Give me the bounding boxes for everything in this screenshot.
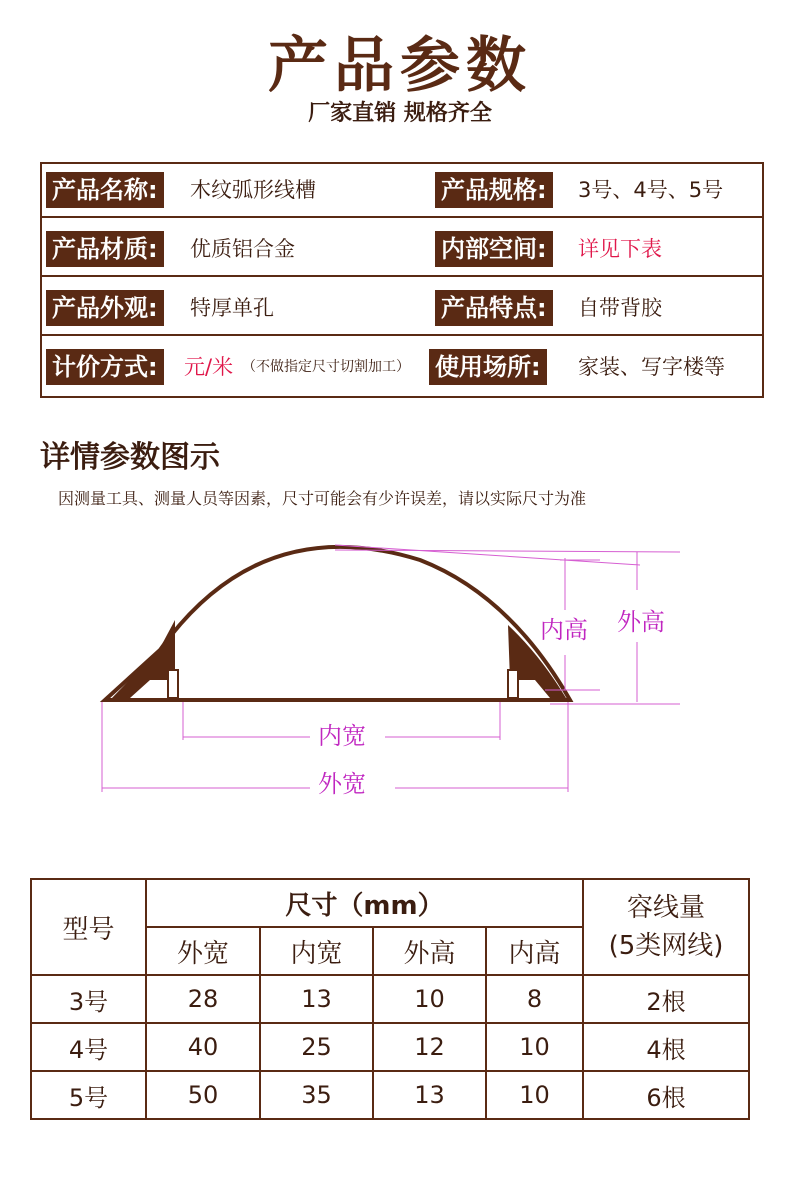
column-header: 外宽 [146, 927, 260, 975]
capacity-header [583, 879, 749, 975]
table-cell: 10 [373, 975, 486, 1023]
param-value: 家装、写字楼等 [578, 355, 725, 379]
param-value: 特厚单孔 [190, 296, 274, 320]
params-row [42, 164, 762, 218]
page-subtitle: 厂家直销 规格齐全 [308, 101, 492, 126]
params-row [42, 223, 762, 277]
left-inner-wall [168, 670, 178, 698]
table-header-row [31, 879, 749, 927]
column-header: 外高 [373, 927, 486, 975]
table-cell: 10 [486, 1023, 583, 1071]
param-label: 计价方式: [46, 349, 164, 385]
params-row [42, 282, 762, 336]
table-row [31, 1071, 749, 1119]
param-label: 内部空间: [435, 231, 553, 267]
model-cell: 5号 [31, 1071, 146, 1119]
profile-diagram [0, 530, 800, 810]
capacity-header-line1: 容线量 [626, 893, 705, 923]
param-label: 产品外观: [46, 290, 164, 326]
inner-width-label: 内宽 [318, 722, 366, 750]
model-cell: 4号 [31, 1023, 146, 1071]
inner-height-label: 内高 [540, 616, 588, 644]
table-row [31, 975, 749, 1023]
param-label: 产品特点: [435, 290, 553, 326]
param-note: （不做指定尺寸切割加工） [242, 359, 410, 375]
size-header: 尺寸（mm） [146, 879, 583, 927]
page-title: 产品参数 [268, 31, 532, 101]
params-row [42, 341, 762, 393]
param-value: 3号、4号、5号 [578, 178, 724, 202]
outer-height-label: 外高 [617, 608, 665, 636]
capacity-cell: 4根 [583, 1023, 749, 1071]
param-value: 详见下表 [578, 237, 662, 261]
table-cell: 13 [260, 975, 373, 1023]
outer-width-label: 外宽 [318, 770, 366, 798]
param-value: 元/米 [184, 355, 234, 379]
param-value: 自带背胶 [578, 296, 662, 320]
column-header: 内高 [486, 927, 583, 975]
table-cell: 12 [373, 1023, 486, 1071]
table-cell: 8 [486, 975, 583, 1023]
model-header: 型号 [31, 879, 146, 975]
param-value: 优质铝合金 [190, 237, 295, 261]
table-cell: 10 [486, 1071, 583, 1119]
param-value: 木纹弧形线槽 [190, 178, 316, 202]
table-cell: 13 [373, 1071, 486, 1119]
model-cell: 3号 [31, 975, 146, 1023]
table-cell: 40 [146, 1023, 260, 1071]
spec-table [30, 878, 750, 1120]
param-label: 产品名称: [46, 172, 164, 208]
table-cell: 35 [260, 1071, 373, 1119]
param-label: 产品规格: [435, 172, 553, 208]
product-params-table [40, 162, 764, 398]
table-cell: 50 [146, 1071, 260, 1119]
details-note: 因测量工具、测量人员等因素，尺寸可能会有少许误差，请以实际尺寸为准 [58, 489, 587, 508]
capacity-cell: 6根 [583, 1071, 749, 1119]
column-header: 内宽 [260, 927, 373, 975]
table-row [31, 1023, 749, 1071]
capacity-cell: 2根 [583, 975, 749, 1023]
param-label: 使用场所: [429, 349, 547, 385]
details-heading: 详情参数图示 [40, 440, 220, 475]
right-inner-wall [508, 670, 518, 698]
param-label: 产品材质: [46, 231, 164, 267]
table-cell: 28 [146, 975, 260, 1023]
capacity-header-line2: (5类网线) [608, 931, 724, 961]
table-cell: 25 [260, 1023, 373, 1071]
